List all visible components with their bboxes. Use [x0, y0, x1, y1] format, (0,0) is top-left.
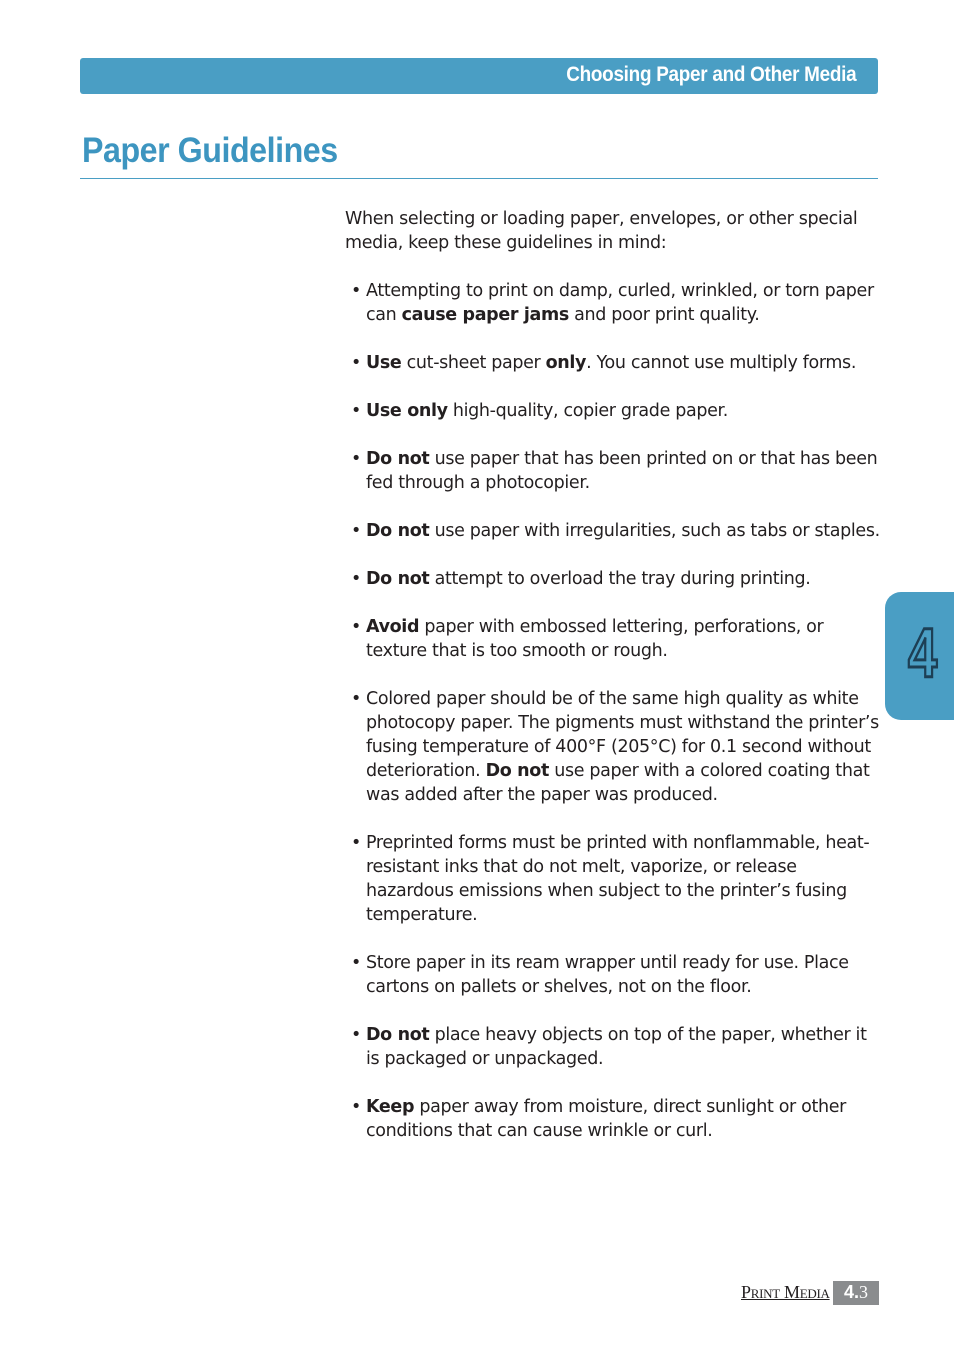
- body-text: attempt to overload the tray during printing.: [429, 569, 811, 589]
- bullet-glyph: •: [351, 617, 361, 637]
- body-text: place heavy objects on top of the paper, whether it is packaged or unpackaged.: [366, 1025, 867, 1069]
- page-number-chapter: 4.: [843, 1282, 859, 1302]
- emphasis-text: Use: [366, 353, 402, 373]
- emphasis-text: Do not: [366, 1025, 430, 1045]
- body-text: paper with embossed lettering, perforations, or texture that is too smooth or rough.: [366, 617, 824, 661]
- body-text: use paper that has been printed on or that has been fed through a photocopier.: [366, 449, 878, 493]
- emphasis-text: cause paper jams: [401, 305, 569, 325]
- list-item: [345, 399, 885, 423]
- list-item: [345, 1095, 885, 1143]
- list-item: [345, 447, 885, 495]
- list-item: [345, 831, 885, 927]
- emphasis-text: Keep: [366, 1097, 415, 1117]
- bullet-glyph: •: [351, 281, 361, 301]
- body-text: and poor print quality.: [568, 305, 760, 325]
- page-title: Paper Guidelines: [82, 131, 338, 170]
- page-number: [833, 1282, 879, 1303]
- body-text: paper away from moisture, direct sunlight or other conditions that can cause wrinkle or curl.: [366, 1097, 846, 1141]
- body-text: . You cannot use multiply forms.: [586, 353, 857, 373]
- bullet-glyph: •: [351, 689, 361, 709]
- emphasis-text: only: [545, 353, 587, 373]
- list-item: [345, 351, 885, 375]
- bullet-glyph: •: [351, 953, 361, 973]
- bullet-glyph: •: [351, 833, 361, 853]
- emphasis-text: Do not: [366, 449, 430, 469]
- bullet-glyph: •: [351, 449, 361, 469]
- bullet-glyph: •: [351, 521, 361, 541]
- page-number-badge: [833, 1281, 879, 1305]
- list-item: [345, 615, 885, 663]
- list-item: [345, 951, 885, 999]
- chapter-number: 4: [908, 614, 938, 692]
- body-text: Colored paper should be of the same high quality as white photocopy paper. The pigments must withstand the printer’s fusing temperature of 400°F (205°C) for 0.1 second without deterioration.: [366, 689, 879, 781]
- section-header-title: Choosing Paper and Other Media: [565, 63, 856, 86]
- body-text: high-quality, copier grade paper.: [447, 401, 728, 421]
- body-text: Attempting to print on damp, curled, wrinkled, or torn paper can: [366, 281, 874, 325]
- body-text: Store paper in its ream wrapper until ready for use. Place cartons on pallets or shelves, not on the floor.: [366, 953, 849, 997]
- list-item: [345, 279, 885, 327]
- bullet-glyph: •: [351, 401, 361, 421]
- emphasis-text: Do not: [485, 761, 549, 781]
- bullet-glyph: •: [351, 353, 361, 373]
- title-divider: [80, 178, 878, 179]
- emphasis-text: Use only: [366, 401, 448, 421]
- bullet-glyph: •: [351, 1025, 361, 1045]
- page-number-sub: 3: [859, 1282, 868, 1302]
- body-text: cut-sheet paper: [401, 353, 546, 373]
- emphasis-text: Avoid: [366, 617, 420, 637]
- bullet-glyph: •: [351, 1097, 361, 1117]
- list-item: [345, 519, 885, 543]
- chapter-tab: [885, 592, 954, 720]
- section-header-bar: [80, 58, 878, 94]
- body-text: use paper with irregularities, such as tabs or staples.: [429, 521, 880, 541]
- body-text: use paper with a colored coating that was added after the paper was produced.: [366, 761, 870, 805]
- emphasis-text: Do not: [366, 521, 430, 541]
- intro-paragraph: When selecting or loading paper, envelopes, or other special media, keep these guidelines in mind:: [345, 209, 858, 253]
- list-item: [345, 687, 885, 807]
- list-item: [345, 1023, 885, 1071]
- main-content: [345, 207, 885, 1167]
- body-text: Preprinted forms must be printed with nonflammable, heat-resistant inks that do not melt, vaporize, or release hazardous emissions when subject to the printer’s fusing temperature.: [366, 833, 870, 925]
- list-item: [345, 567, 885, 591]
- emphasis-text: Do not: [366, 569, 430, 589]
- footer-section-label: Print Media: [741, 1282, 830, 1302]
- guideline-list: [345, 279, 885, 1143]
- bullet-glyph: •: [351, 569, 361, 589]
